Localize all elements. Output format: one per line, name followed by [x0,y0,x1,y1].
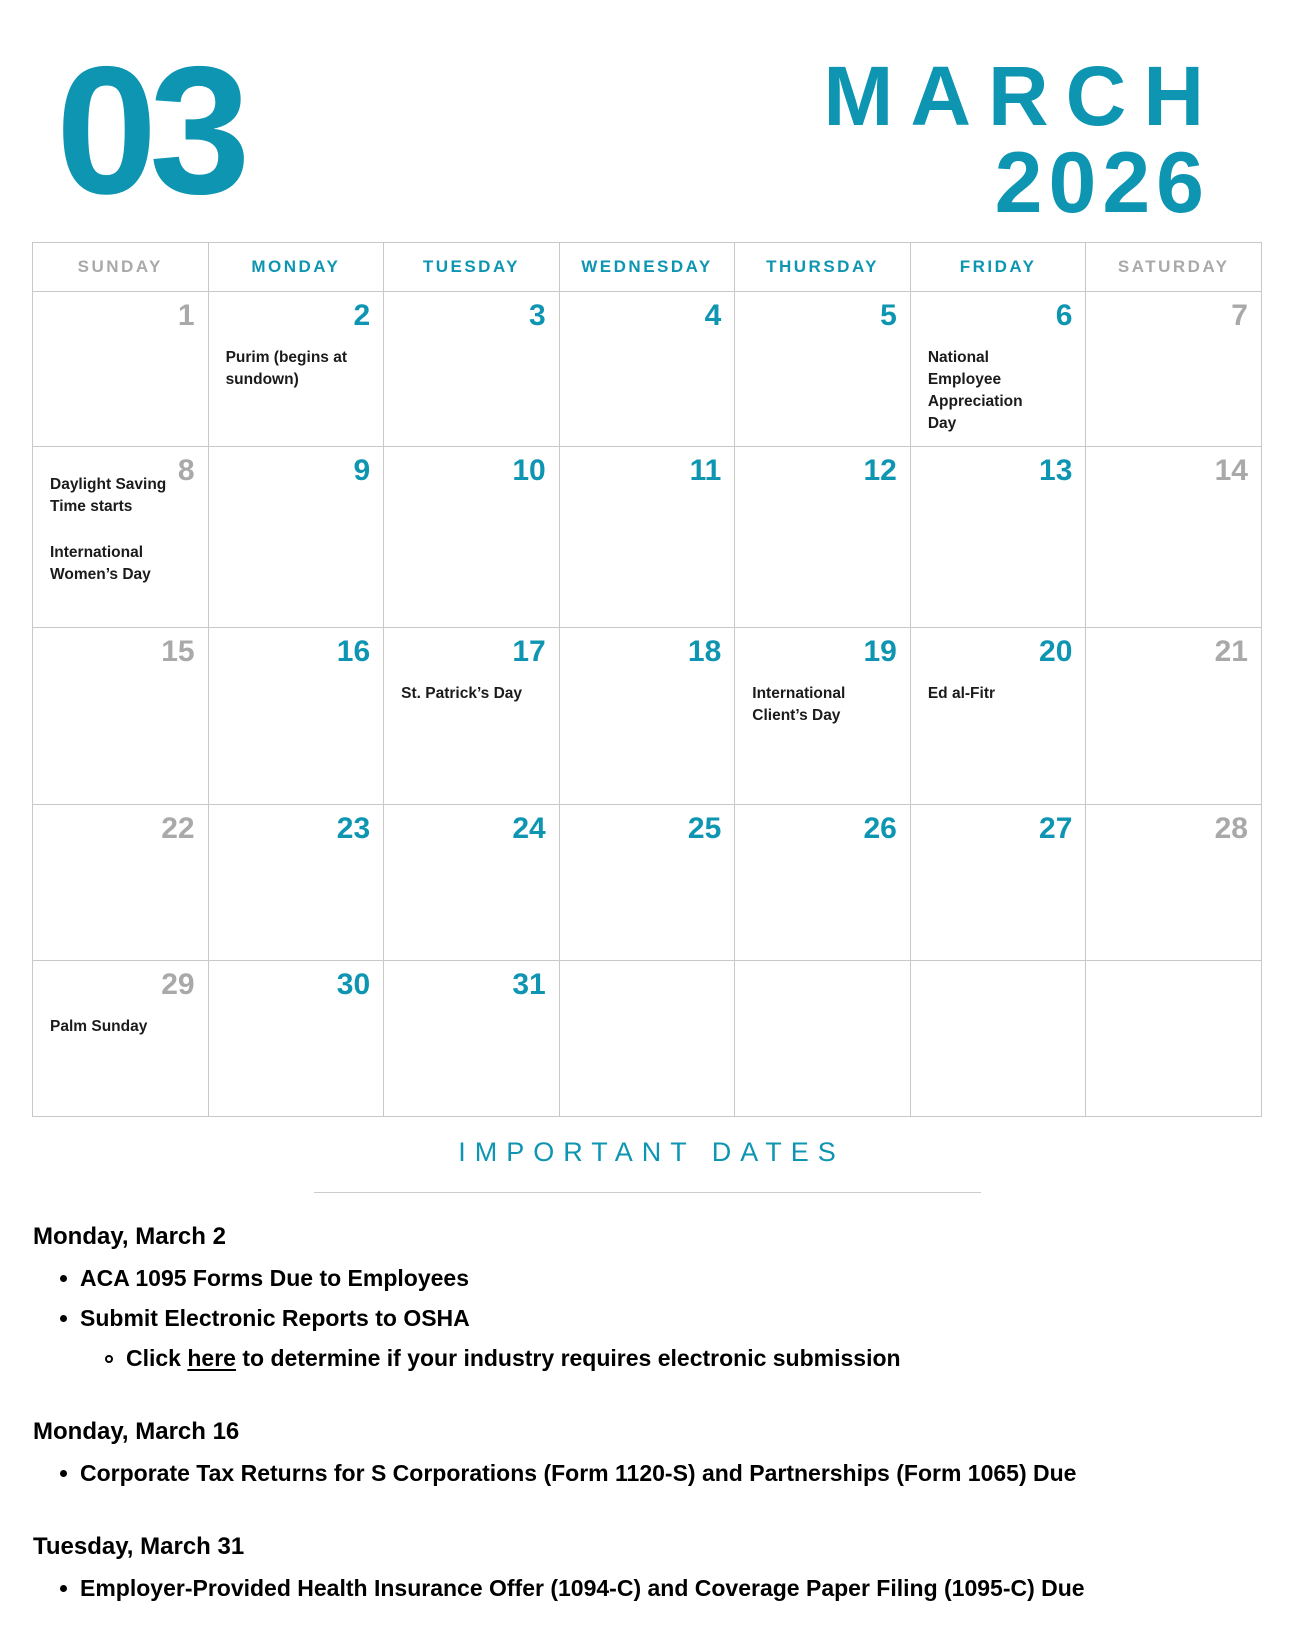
day-number: 26 [863,812,897,845]
event-label: International Client’s Day [752,685,846,724]
calendar-cell-3 [384,292,560,447]
day-number: 29 [161,968,195,1001]
date-heading: Monday, March 16 [33,1417,240,1445]
calendar-cell-11 [560,447,736,628]
calendar-cell-23 [209,805,385,961]
calendar-cell-22 [33,805,209,961]
bullet-icon [60,1585,67,1592]
calendar-cell-27 [911,805,1087,961]
calendar-cell-14 [1086,447,1262,628]
day-number: 20 [1039,635,1073,668]
calendar-cell-empty [560,961,736,1117]
calendar-cell-empty [911,961,1087,1117]
day-number: 11 [689,454,722,487]
important-dates-divider [314,1192,981,1193]
date-item-text: ACA 1095 Forms Due to Employees [80,1265,469,1292]
calendar-cell-4 [560,292,736,447]
day-number: 8 [177,454,195,487]
date-item-text: Corporate Tax Returns for S Corporations (Form 1120-S) and Partnerships (Form 1065) Due [80,1460,1077,1487]
day-number: 14 [1214,454,1248,487]
calendar-grid [32,242,1262,1117]
date-section [33,1416,1268,1489]
calendar-cell-31 [384,961,560,1117]
date-section [33,1531,1268,1604]
calendar-cell-20 [911,628,1087,805]
day-number: 15 [161,635,195,668]
calendar-cell-13 [911,447,1087,628]
day-number: 30 [336,968,371,1001]
month-number: 03 [56,28,243,232]
year-label: 2026 [994,135,1210,231]
day-number: 23 [336,812,371,845]
date-item [60,1574,1268,1604]
important-dates-section [0,1137,1294,1604]
event-list [209,347,384,395]
date-item [60,1459,1268,1489]
date-item [60,1264,1268,1294]
date-item [60,1304,1268,1334]
day-number: 6 [1055,299,1073,332]
date-heading: Tuesday, March 31 [33,1532,245,1560]
calendar-cell-16 [209,628,385,805]
calendar-cell-30 [209,961,385,1117]
day-number: 5 [880,299,897,332]
date-item-text: Submit Electronic Reports to OSHA [80,1305,470,1332]
event-list [911,683,1086,709]
day-number: 27 [1039,812,1073,845]
day-number: 1 [177,299,195,332]
event-list [911,347,1086,439]
day-number: 28 [1214,812,1248,845]
date-item-text: Click here to determine if your industry requires electronic submission [126,1344,901,1371]
day-number: 9 [353,454,371,487]
calendar-cell-24 [384,805,560,961]
event-list [735,683,910,731]
calendar-cell-29 [33,961,209,1117]
calendar-cell-10 [384,447,560,628]
day-number: 17 [512,635,546,668]
day-number: 7 [1231,299,1248,332]
calendar-cell-12 [735,447,911,628]
calendar-cell-8 [33,447,209,628]
calendar-cell-2 [209,292,385,447]
calendar-cell-1 [33,292,209,447]
calendar-cell-26 [735,805,911,961]
month-name: MARCH [823,49,1221,143]
event-label: International Women’s Day [50,544,151,583]
day-header-friday: FRIDAY [911,243,1087,292]
calendar-cell-empty [1086,961,1262,1117]
date-item-text: Employer-Provided Health Insurance Offer (1094-C) and Coverage Paper Filing (1095-C) Due [80,1575,1085,1602]
date-heading: Monday, March 2 [33,1223,226,1250]
calendar-cell-25 [560,805,736,961]
calendar-cell-28 [1086,805,1262,961]
event-label: Daylight Saving Time starts [50,476,167,515]
day-number: 3 [529,299,546,332]
calendar-cell-17 [384,628,560,805]
date-section [33,1221,1268,1374]
calendar-cell-19 [735,628,911,805]
event-label: Purim (begins at sundown) [225,349,347,388]
event-list [33,1016,208,1042]
day-number: 10 [512,454,546,487]
calendar-cell-21 [1086,628,1262,805]
calendar-cell-5 [735,292,911,447]
event-list [33,474,208,590]
day-number: 16 [336,635,371,668]
bullet-icon [60,1470,67,1477]
day-header-tuesday: TUESDAY [384,243,560,292]
important-dates-list [0,1221,1294,1604]
day-number: 13 [1039,454,1073,487]
day-number: 22 [161,812,195,845]
date-item [105,1344,1268,1374]
day-header-monday: MONDAY [209,243,385,292]
month-year-title [823,49,1221,231]
event-label: St. Patrick’s Day [401,685,523,702]
day-number: 25 [687,812,722,845]
event-label: National Employee Appreciation Day [927,349,1023,432]
day-number: 12 [863,454,897,487]
day-number: 4 [704,299,722,332]
page-header [0,0,1294,242]
bullet-icon [60,1315,67,1322]
day-number: 2 [353,299,371,332]
event-label: Palm Sunday [50,1018,148,1035]
day-header-saturday: SATURDAY [1086,243,1262,292]
day-number: 21 [1214,635,1248,668]
important-dates-title: IMPORTANT DATES [458,1137,845,1167]
day-header-sunday: SUNDAY [33,243,209,292]
day-header-wednesday: WEDNESDAY [560,243,736,292]
day-number: 31 [512,968,546,1001]
calendar-cell-15 [33,628,209,805]
sub-bullet-icon [105,1355,113,1363]
here-link[interactable]: here [187,1344,236,1371]
calendar-cell-7 [1086,292,1262,447]
day-number: 18 [687,635,722,668]
event-label: Ed al-Fitr [927,685,996,702]
calendar-cell-empty [735,961,911,1117]
day-number: 24 [512,812,546,845]
calendar-cell-9 [209,447,385,628]
day-number: 19 [863,635,897,668]
calendar-cell-6 [911,292,1087,447]
day-header-thursday: THURSDAY [735,243,911,292]
event-list [384,683,559,709]
calendar-cell-18 [560,628,736,805]
bullet-icon [60,1275,67,1282]
